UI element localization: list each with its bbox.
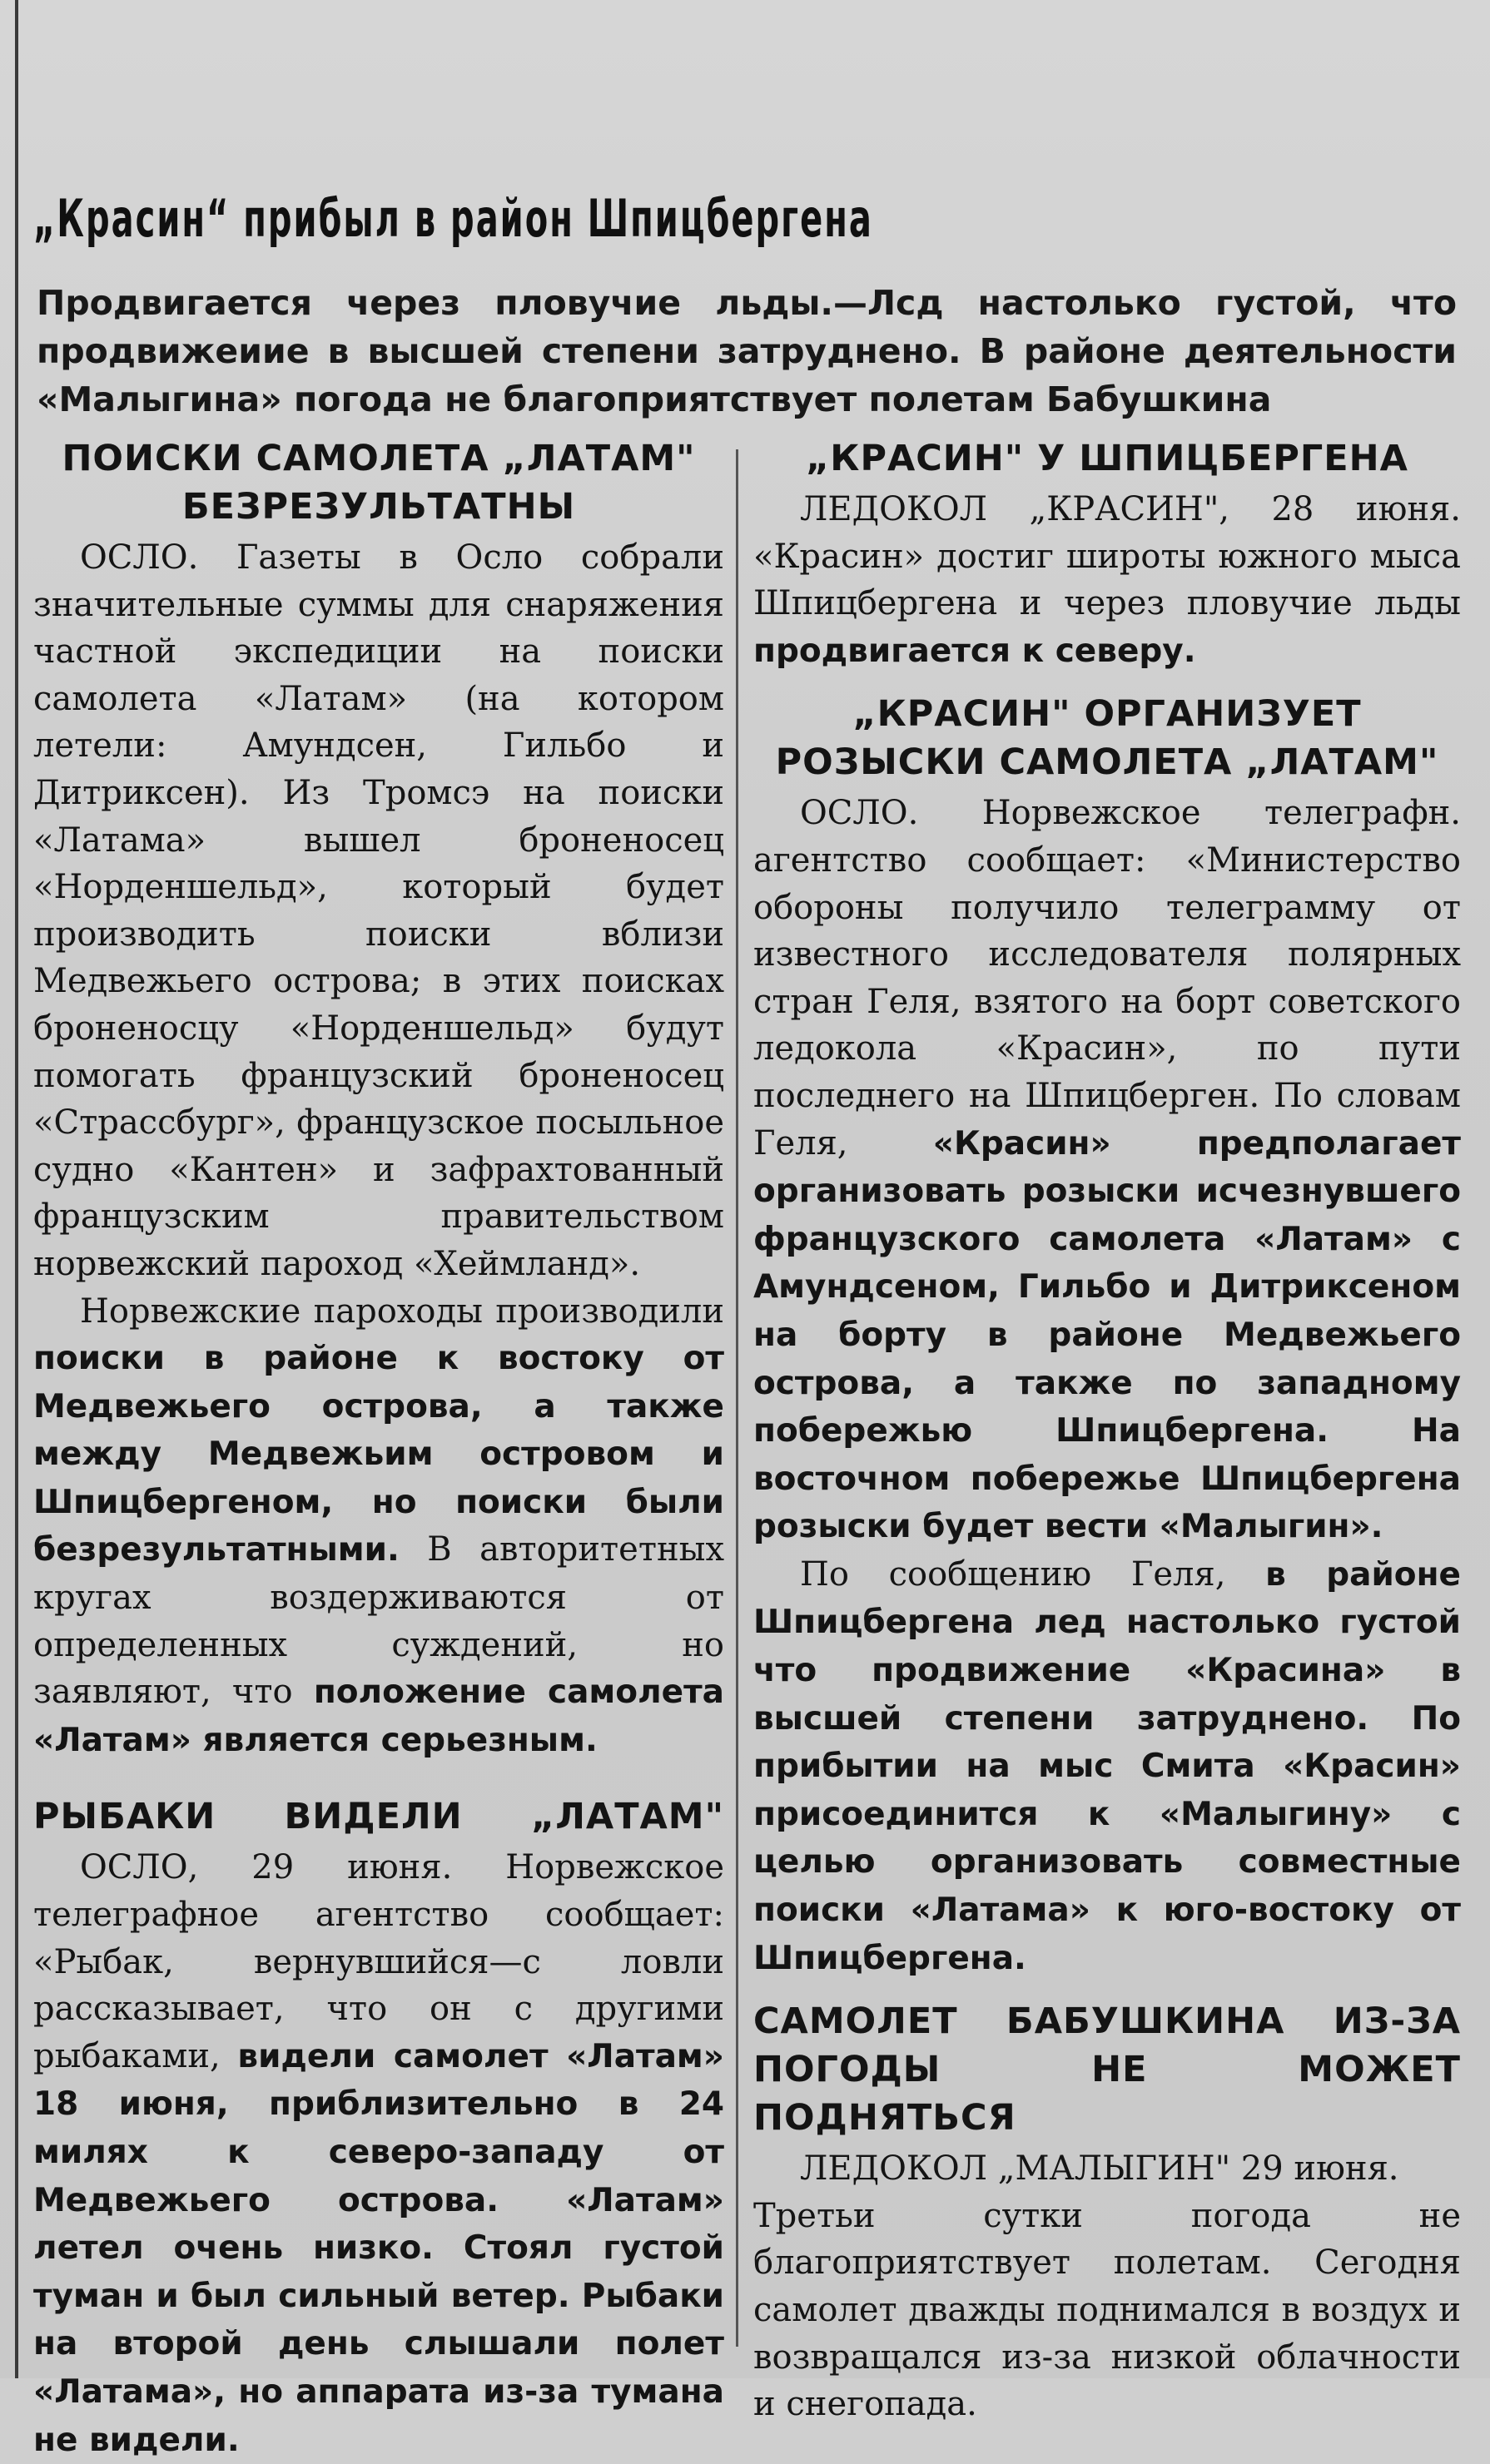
paragraph-bold-text: «Красин» предполагает организовать розыски исчезнувшего французского самолета «Латам» с Амундсеном, Гильбо и Дитриксеном на борту в районе Медвежьего острова, а также по западному побережью Шпицбергена. На восточном побережье Шпицбергена розыски будет вести «Малыгин».: [753, 1124, 1461, 1546]
paragraph-text: В авторитетных кругах воздерживаются от определенных суждений, но заявляют, что: [33, 1530, 724, 1712]
paragraph-bold-text: положение самолета «Латам» является серьезным.: [33, 1673, 725, 1759]
article-paragraph: [753, 2145, 1461, 2193]
article-paragraph: [33, 1288, 724, 1765]
left-column: [33, 434, 724, 2464]
page-border-line: [15, 0, 18, 2378]
paragraph-text: Норвежские пароходы производили: [80, 1291, 724, 1331]
column-divider: [736, 449, 738, 2347]
paragraph-bold-text: видели самолет «Латам» 18 июня, приблизительно в 24 милях к северо-западу от Медвежьего острова. «Латам» летел очень низко. Стоял густой туман и был сильный ветер. Рыбаки на второй день слышали полет «Латама», но аппарата из-за тумана не видели.: [33, 2037, 725, 2459]
article-title: „КРАСИН" У ШПИЦБЕРГЕНА: [806, 438, 1408, 479]
dateline: ЛЕДОКОЛ „КРАСИН", 28 июня.: [800, 490, 1461, 528]
paragraph-bold-text: поиски в районе к востоку от Медвежьего острова, а также между Медвежьим островом и Шпицбергеном, но поиски были безрезультатными.: [33, 1340, 724, 1569]
article-paragraph: ОСЛО. Газеты в Осло собрали значительные суммы для снаряжения частной экспедиции на поиски самолета «Латам» (на котором летели: Амундсен, Гильбо и Дитриксен). Из Тромсэ на поиски «Латама» вышел броненосец «Норденшельд», который будет производить поиски вблизи Медвежьего острова; в этих поисках броненосцу «Норденшельд» будут помогать французский броненосец «Страссбург», французское посыльное судно «Кантен» и зафрахтованный французским правительством норвежский пароход «Хеймланд».: [33, 538, 724, 1283]
headline-area: [0, 0, 1490, 275]
article-title: ПОИСКИ САМОЛЕТА „ЛАТАМ" БЕЗРЕЗУЛЬТАТНЫ: [62, 438, 696, 528]
paragraph-text: По сообщению Геля,: [800, 1554, 1226, 1594]
article-title: „КРАСИН" ОРГАНИЗУЕТ РОЗЫСКИ САМОЛЕТА „ЛАТАМ": [775, 693, 1439, 784]
paragraph-text: «Красин» достиг широты южного мыса Шпицбергена и через пловучие льды: [753, 537, 1461, 623]
headline: „Красин“ прибыл в район Шпицбергена: [33, 190, 873, 250]
right-column: [753, 434, 1461, 2428]
article-paragraph: [33, 1844, 724, 2464]
article-paragraph: [753, 1551, 1461, 1982]
paragraph-bold-text: продвигается к северу.: [753, 632, 1196, 670]
subheadline-deck: Продвигается через пловучие льды.—Лсд настолько густой, что продвижеиие в высшей степени затруднено. В районе деятельности «Малыгина» погода не благоприятствует полетам Бабушкина: [37, 283, 1457, 419]
article-title: САМОЛЕТ БАБУШКИНА ИЗ-ЗА ПОГОДЫ НЕ МОЖЕТ ПОДНЯТЬСЯ: [753, 2000, 1461, 2139]
dateline: ЛЕДОКОЛ „МАЛЫГИН" 29 июня.: [800, 2149, 1399, 2189]
article-title: РЫБАКИ ВИДЕЛИ „ЛАТАМ": [33, 1796, 724, 1838]
article-paragraph: [753, 790, 1461, 1551]
paragraph-bold-text: в районе Шпицбергена лед настолько густой что продвижение «Красина» в высшей степени затруднено. По прибытии на мыс Смита «Красин» присоединится к «Малыгину» с целью организовать совместные поиски «Латама» к юго-востоку от Шпицбергена.: [753, 1555, 1461, 1977]
article-paragraph: [753, 486, 1461, 675]
paragraph-text: ОСЛО, 29 июня. Норвежское телеграфное агентство сообщает: «Рыбак, вернувшийся—с ловли рассказывает, что он с другими рыбаками,: [33, 1848, 724, 2075]
paragraph-text: ОСЛО. Норвежское телеграфн. агентство сообщает: «Министерство обороны получило телеграмму от известного исследователя полярных стран Геля, взятого на борт советского ледокола «Красин», по пути последнего на Шпицберген. По словам Геля,: [753, 794, 1461, 1163]
article-paragraph: Третьи сутки погода не благоприятствует полетам. Сегодня самолет дважды поднимался в воздух и возвращался из-за низкой облачности и снегопада.: [753, 2196, 1461, 2424]
